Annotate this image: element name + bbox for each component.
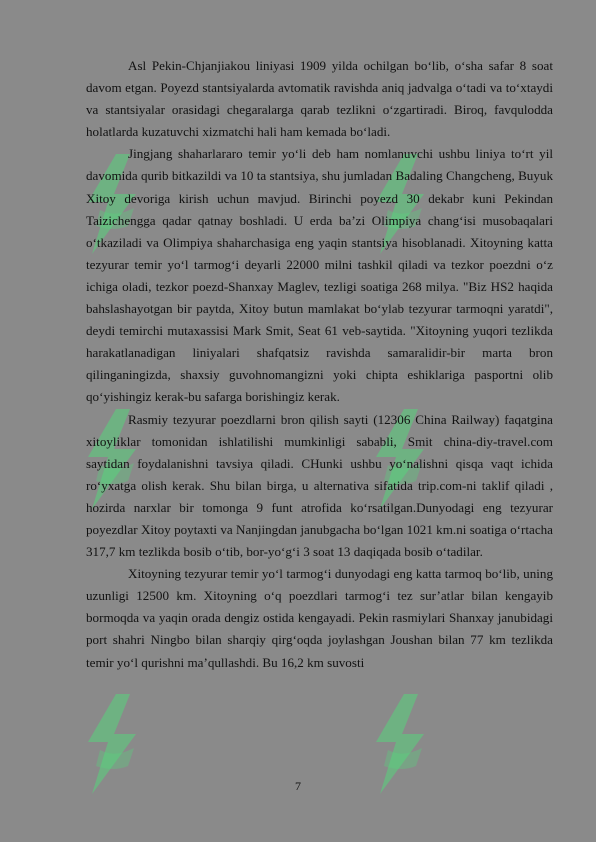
- paragraph: Asl Pekin-Chjanjiakou liniyasi 1909 yilda ochilgan bo‘lib, o‘sha safar 8 soat davom etgan. Poyezd stantsiyalarda avtomatik ravishda aniq jadvalga o‘tadi va to‘xtaydi va stantsiyalar orasidagi chegaralarga qarab tezlikni o‘zgartiradi. Biroq, favqulodda holatlarda kuzatuvchi xizmatchi hali ham kemada bo‘ladi.: [86, 58, 553, 140]
- body-text: [86, 55, 553, 674]
- page-number: 7: [295, 779, 301, 793]
- paragraph: Rasmiy tezyurar poezdlarni bron qilish sayti (12306 China Railway) faqatgina xitoyliklar tomonidan ishlatilishi mumkinligi sababli, Smit china-diy-travel.com saytidan foydalanishni tavsiya qiladi. CHunki ushbu yo‘nalishni qisqa vaqt ichida ro‘yxatga olish kerak. Shu bilan birga, u alternativa sifatida trip.com-ni taklif qiladi , hozirda narxlar bir tomonga 9 funt atrofida ko‘rsatilgan.Dunyodagi eng tezyurar poyezdlar Xitoy poytaxti va Nanjingdan janubgacha bo‘lgan 1021 km.ni soatiga o‘rtacha 317,7 km tezlikda bosib o‘tib, bor-yo‘g‘i 3 soat 13 daqiqada bosib o‘tadilar.: [86, 411, 553, 560]
- paragraph: Jingjang shaharlararo temir yo‘li deb ham nomlanuvchi ushbu liniya to‘rt yil davomida qurib bitkazildi va 10 ta stantsiya, shu jumladan Badaling Changcheng, Buyuk Xitoy devoriga kirish uchun mavjud. Birinchi poyezd 30 dekabr kuni Pekindan Taizichengga qadar qatnay boshladi. U erda ba’zi Olimpiya chang‘isi musobaqalari o‘tkaziladi va Olimpiya shaharchasiga eng yaqin stantsiya hisoblanadi. Xitoyning katta tezyurar temir yo‘l tarmog‘i deyarli 22000 milni tashkil qiladi va tezkor poezdni o‘z ichiga oladi, tezkor poezd-Shanxay Maglev, tezligi soatiga 268 milya. "Biz HS2 haqida bahslashayotgan bir paytda, Xitoy butun mamlakat bo‘ylab tezyurar tarmoqni yaratdi", deydi temirchi mutaxassisi Mark Smit, Seat 61 veb-saytida. "Xitoyning yuqori tezlikda harakatlanadigan liniyalari shafqatsiz ravishda samaralidir-bir marta bron qilinganingizda, shaxsiy guvohnomangizni yoki chipta eshiklariga pasportni olib qo‘yishingiz kerak-bu safarga borishingiz kerak.: [86, 146, 553, 405]
- paragraph: Xitoyning tezyurar temir yo‘l tarmog‘i dunyodagi eng katta tarmoq bo‘lib, uning uzunligi 12500 km. Xitoyning o‘q poezdlari tarmog‘i tez sur’atlar bilan kengayib bormoqda va yaqin orada dengiz ostida kengayadi. Pekin rasmiylari Shanxay janubidagi port shahri Ningbo bilan sharqiy qirg‘oqda joylashgan Joushan bilan 77 km tezlikda temir yo‘l qurishni ma’qullashdi. Bu 16,2 km suvosti: [86, 566, 553, 670]
